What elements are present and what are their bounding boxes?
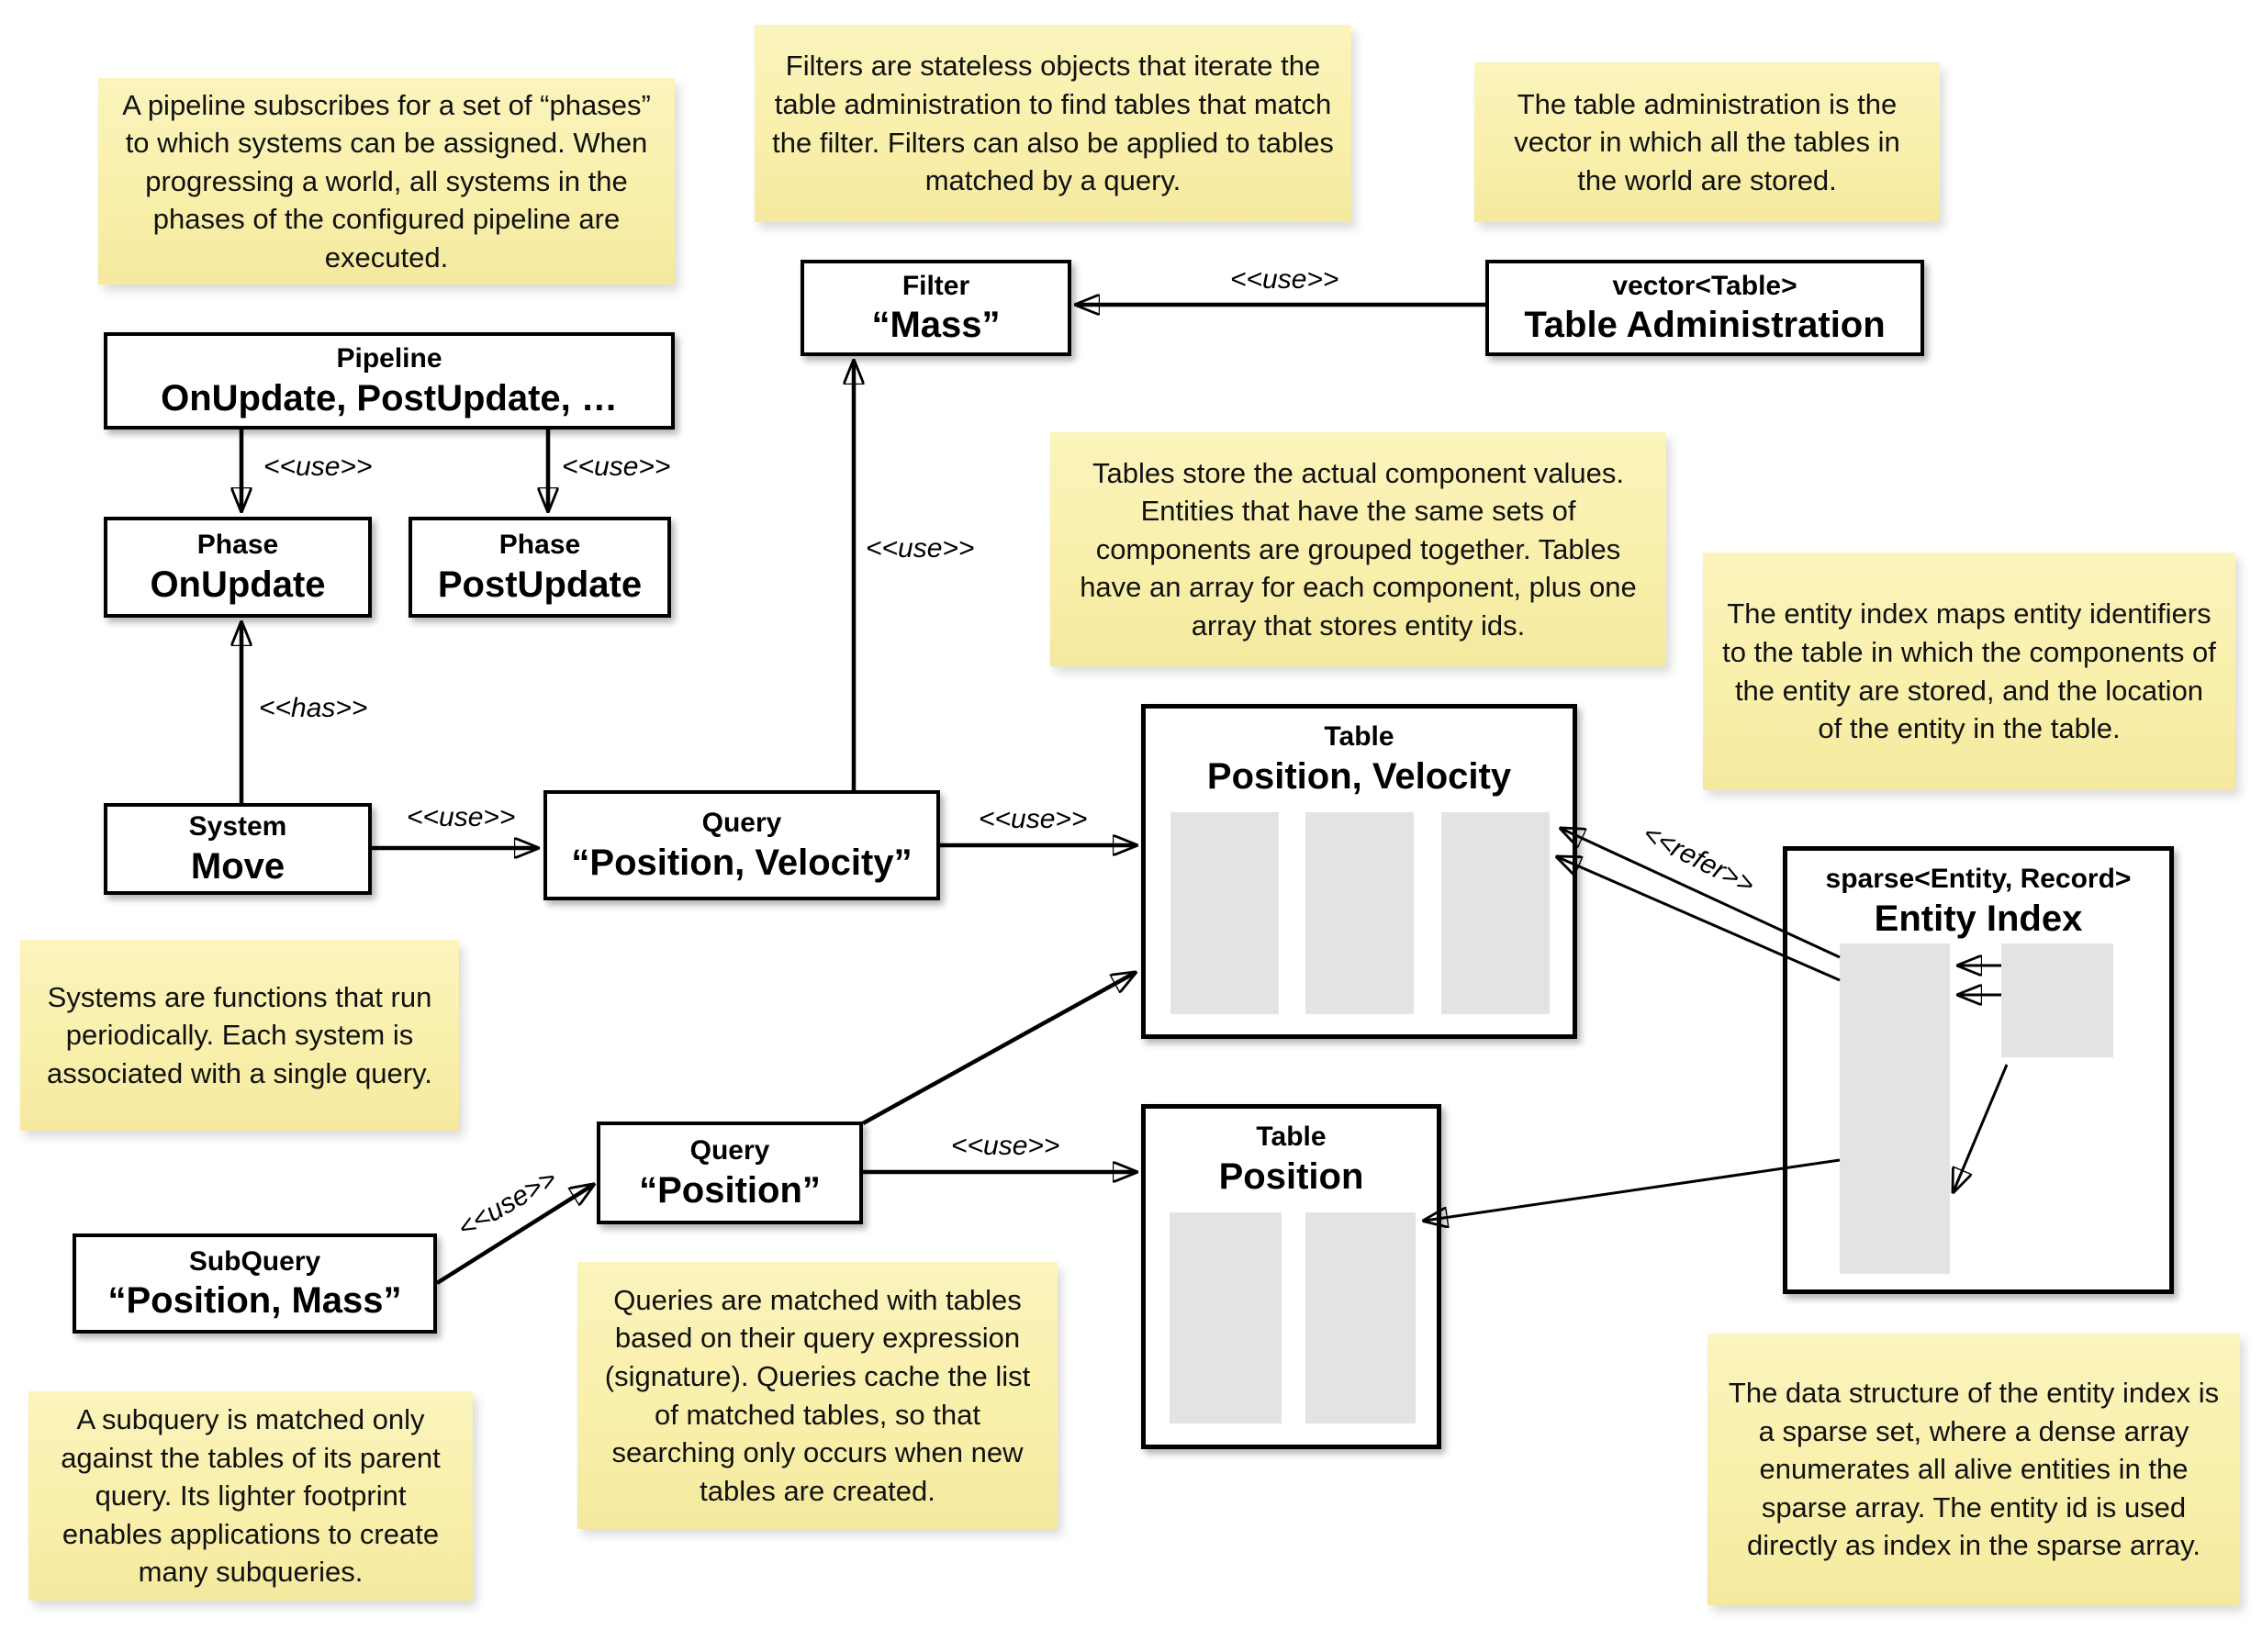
note-filters: Filters are stateless objects that iterate the table administration to find tables that match the filter. Filters can also be applied to tables matched by a query.	[755, 25, 1351, 222]
sparse-array-placeholder	[1840, 943, 1950, 1274]
component-array-placeholder	[1305, 812, 1414, 1014]
box-query-position	[597, 1122, 863, 1224]
box-phase-postupdate-name: PostUpdate	[437, 564, 643, 605]
edge-label-has-system-phase: <<has>>	[259, 693, 368, 723]
note-subquery: A subquery is matched only against the tables of its parent query. Its lighter footprint enables applications to create many subqueries.	[28, 1391, 473, 1601]
box-pipeline-name: OnUpdate, PostUpdate, …	[161, 377, 618, 419]
component-array-placeholder	[1305, 1212, 1416, 1423]
box-subquery	[73, 1233, 437, 1334]
box-table-administration	[1485, 260, 1924, 356]
note-entity-index: The entity index maps entity identifiers to the table in which the components of the entity are stored, and the location of the entity in the table.	[1703, 553, 2235, 790]
box-entity-index	[1783, 846, 2174, 1294]
box-filter-name: “Mass”	[871, 305, 1001, 346]
box-pipeline	[104, 332, 675, 430]
note-tables: Tables store the actual component values. Entities that have the same sets of components are grouped together. Tables have an array for each component, plus one array that stores entity ids.	[1050, 432, 1666, 666]
box-query-position-name: “Position”	[639, 1169, 821, 1211]
box-filter	[801, 260, 1071, 356]
note-table-administration: The table administration is the vector in which all the tables in the world are stored.	[1474, 62, 1940, 222]
box-entity-index-name: Entity Index	[1874, 898, 2083, 939]
edge-label-use-subquery-query: <<use>>	[453, 1163, 563, 1245]
box-phase-postupdate	[409, 517, 671, 618]
edge-label-use-tableadmin-filter: <<use>>	[1230, 264, 1339, 295]
box-pipeline-stereotype: Pipeline	[336, 343, 442, 374]
box-table-position-name: Position	[1218, 1155, 1364, 1197]
arrow-entityindex-to-tablep	[1425, 1160, 1840, 1221]
box-query-position-velocity	[543, 790, 940, 900]
box-table-position-velocity-name: Position, Velocity	[1206, 755, 1512, 797]
box-system-move-name: Move	[190, 845, 286, 887]
note-systems: Systems are functions that run periodically. Each system is associated with a single query.	[20, 940, 459, 1131]
component-array-placeholder	[1441, 812, 1550, 1014]
component-array-placeholder	[1170, 1212, 1282, 1423]
box-table-position	[1141, 1104, 1441, 1449]
edge-label-use-system-query: <<use>>	[407, 802, 516, 832]
box-phase-onupdate-name: OnUpdate	[150, 564, 326, 605]
note-queries: Queries are matched with tables based on their query expression (signature). Queries cache the list of matched tables, so that searching only occurs when new tables are created.	[577, 1262, 1058, 1529]
box-query-position-velocity-stereotype: Query	[701, 808, 782, 839]
box-table-position-velocity	[1141, 704, 1577, 1039]
box-subquery-stereotype: SubQuery	[188, 1245, 321, 1277]
edge-label-refer-entityindex-table: <<refer>>	[1638, 818, 1760, 901]
arrow-queryp-to-tablepv	[863, 973, 1135, 1123]
edge-label-use-pipeline-onupdate: <<use>>	[263, 452, 373, 482]
box-subquery-name: “Position, Mass”	[107, 1280, 402, 1322]
edge-label-use-pipeline-postupdate: <<use>>	[562, 452, 671, 482]
note-sparse-set: The data structure of the entity index is a sparse set, where a dense array enumerates all alive entities in the sparse array. The entity id is used directly as index in the sparse array.	[1708, 1334, 2240, 1605]
box-table-position-stereotype: Table	[1256, 1122, 1327, 1152]
box-query-position-velocity-name: “Position, Velocity”	[571, 842, 913, 883]
box-entity-index-stereotype: sparse<Entity, Record>	[1825, 864, 2132, 894]
box-phase-onupdate	[104, 517, 372, 618]
edge-label-use-query-filter: <<use>>	[866, 533, 975, 564]
edge-label-use-queryp-tablep: <<use>>	[951, 1131, 1060, 1161]
box-system-move	[104, 803, 372, 895]
box-table-administration-stereotype: vector<Table>	[1612, 270, 1797, 301]
box-table-position-velocity-stereotype: Table	[1324, 721, 1394, 752]
box-system-move-stereotype: System	[188, 811, 287, 843]
box-query-position-stereotype: Query	[689, 1135, 770, 1166]
box-phase-onupdate-stereotype: Phase	[196, 530, 279, 561]
box-table-administration-name: Table Administration	[1524, 305, 1886, 346]
box-filter-stereotype: Filter	[901, 270, 970, 301]
note-pipeline: A pipeline subscribes for a set of “phases” to which systems can be assigned. When progressing a world, all systems in the phases of the configured pipeline are executed.	[98, 78, 675, 285]
component-array-placeholder	[1170, 812, 1279, 1014]
dense-array-placeholder	[2001, 943, 2113, 1057]
box-phase-postupdate-stereotype: Phase	[498, 530, 581, 561]
edge-label-use-querypv-tablepv: <<use>>	[979, 804, 1088, 834]
